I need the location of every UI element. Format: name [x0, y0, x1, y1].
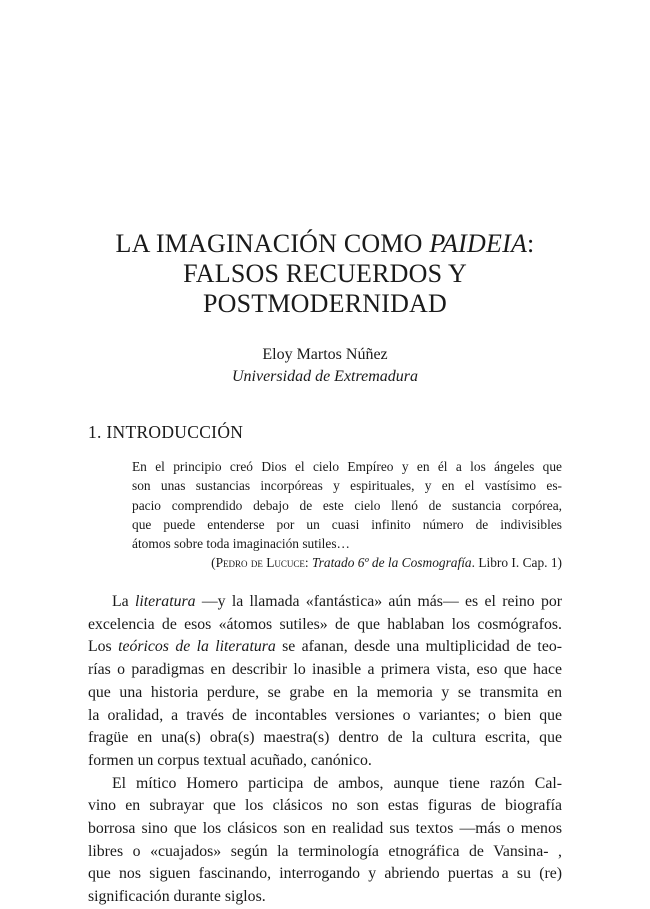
body-line: la oralidad, a través de incontables versiones o variantes; o bien que	[88, 706, 562, 724]
body-line: La literatura —y la llamada «fantástica» aún más— es el reino por	[112, 593, 562, 610]
body-line: fragüe en una(s) obra(s) maestra(s) dentro de la cultura escrita, que	[88, 729, 562, 747]
title-line-2: FALSOS RECUERDOS Y	[183, 259, 467, 288]
epigraph	[132, 457, 562, 573]
body-line: significación durante siglos.	[88, 888, 266, 906]
epigraph-citation: (Pedro de Lucuce: Tratado 6º de la Cosmografía. Libro I. Cap. 1)	[211, 555, 562, 571]
author-affiliation: Universidad de Extremadura	[231, 368, 419, 385]
epigraph-line: pacio comprendido debajo de este cielo llenó de sustancia corpórea,	[132, 497, 562, 513]
body-line: que nos siguen fascinando, interrogando y abriendo puertas a su (re)	[88, 865, 562, 883]
body-line: borrosa sino que los clásicos son en realidad sus textos —más o menos	[88, 820, 562, 838]
epigraph-line: que puede entenderse por un cuasi infinito número de indivisibles	[132, 516, 562, 532]
citation-work: Tratado 6º de la Cosmografía	[311, 555, 472, 571]
body-line: Los teóricos de la literatura se afanan, desde una multiplicidad de teo-	[88, 638, 562, 656]
body-line: formen un corpus textual acuñado, canónico.	[88, 751, 372, 769]
body-line: El mítico Homero participa de ambos, aunque tiene razón Cal-	[112, 774, 562, 792]
epigraph-line: En el principio creó Dios el cielo Empíreo y en él a los ángeles que	[132, 459, 562, 474]
title-italic-word: PAIDEIA	[429, 229, 528, 258]
body-line: vino en subrayar que los clásicos no son estas figuras de biografía	[88, 797, 562, 815]
section-heading: 1. INTRODUCCIÓN	[88, 422, 244, 442]
title-line-1: LA IMAGINACIÓN COMO PAIDEIA:	[115, 229, 535, 258]
epigraph-line: son unas sustancias incorpóreas y espirituales, y en el vastísimo es-	[132, 478, 562, 494]
article-title	[60, 229, 590, 319]
epigraph-line: átomos sobre toda imaginación sutiles…	[132, 536, 350, 552]
body-text	[88, 591, 562, 909]
body-line: rías o paradigmas en describir lo inasible a primera vista, eso que hace	[88, 661, 562, 679]
body-line: que una historia perdure, se grabe en la memoria y se transmita en	[88, 683, 562, 701]
citation-author: Pedro de Lucuce	[215, 555, 305, 571]
title-line-3: POSTMODERNIDAD	[202, 289, 448, 318]
author-name: Eloy Martos Núñez	[262, 346, 388, 363]
body-line: excelencia de esos «átomos sutiles» de que hablaban los cosmógrafos.	[88, 615, 562, 633]
body-line: libres o «cuajados» según la terminología etnográfica de Vansina- ,	[88, 842, 562, 860]
